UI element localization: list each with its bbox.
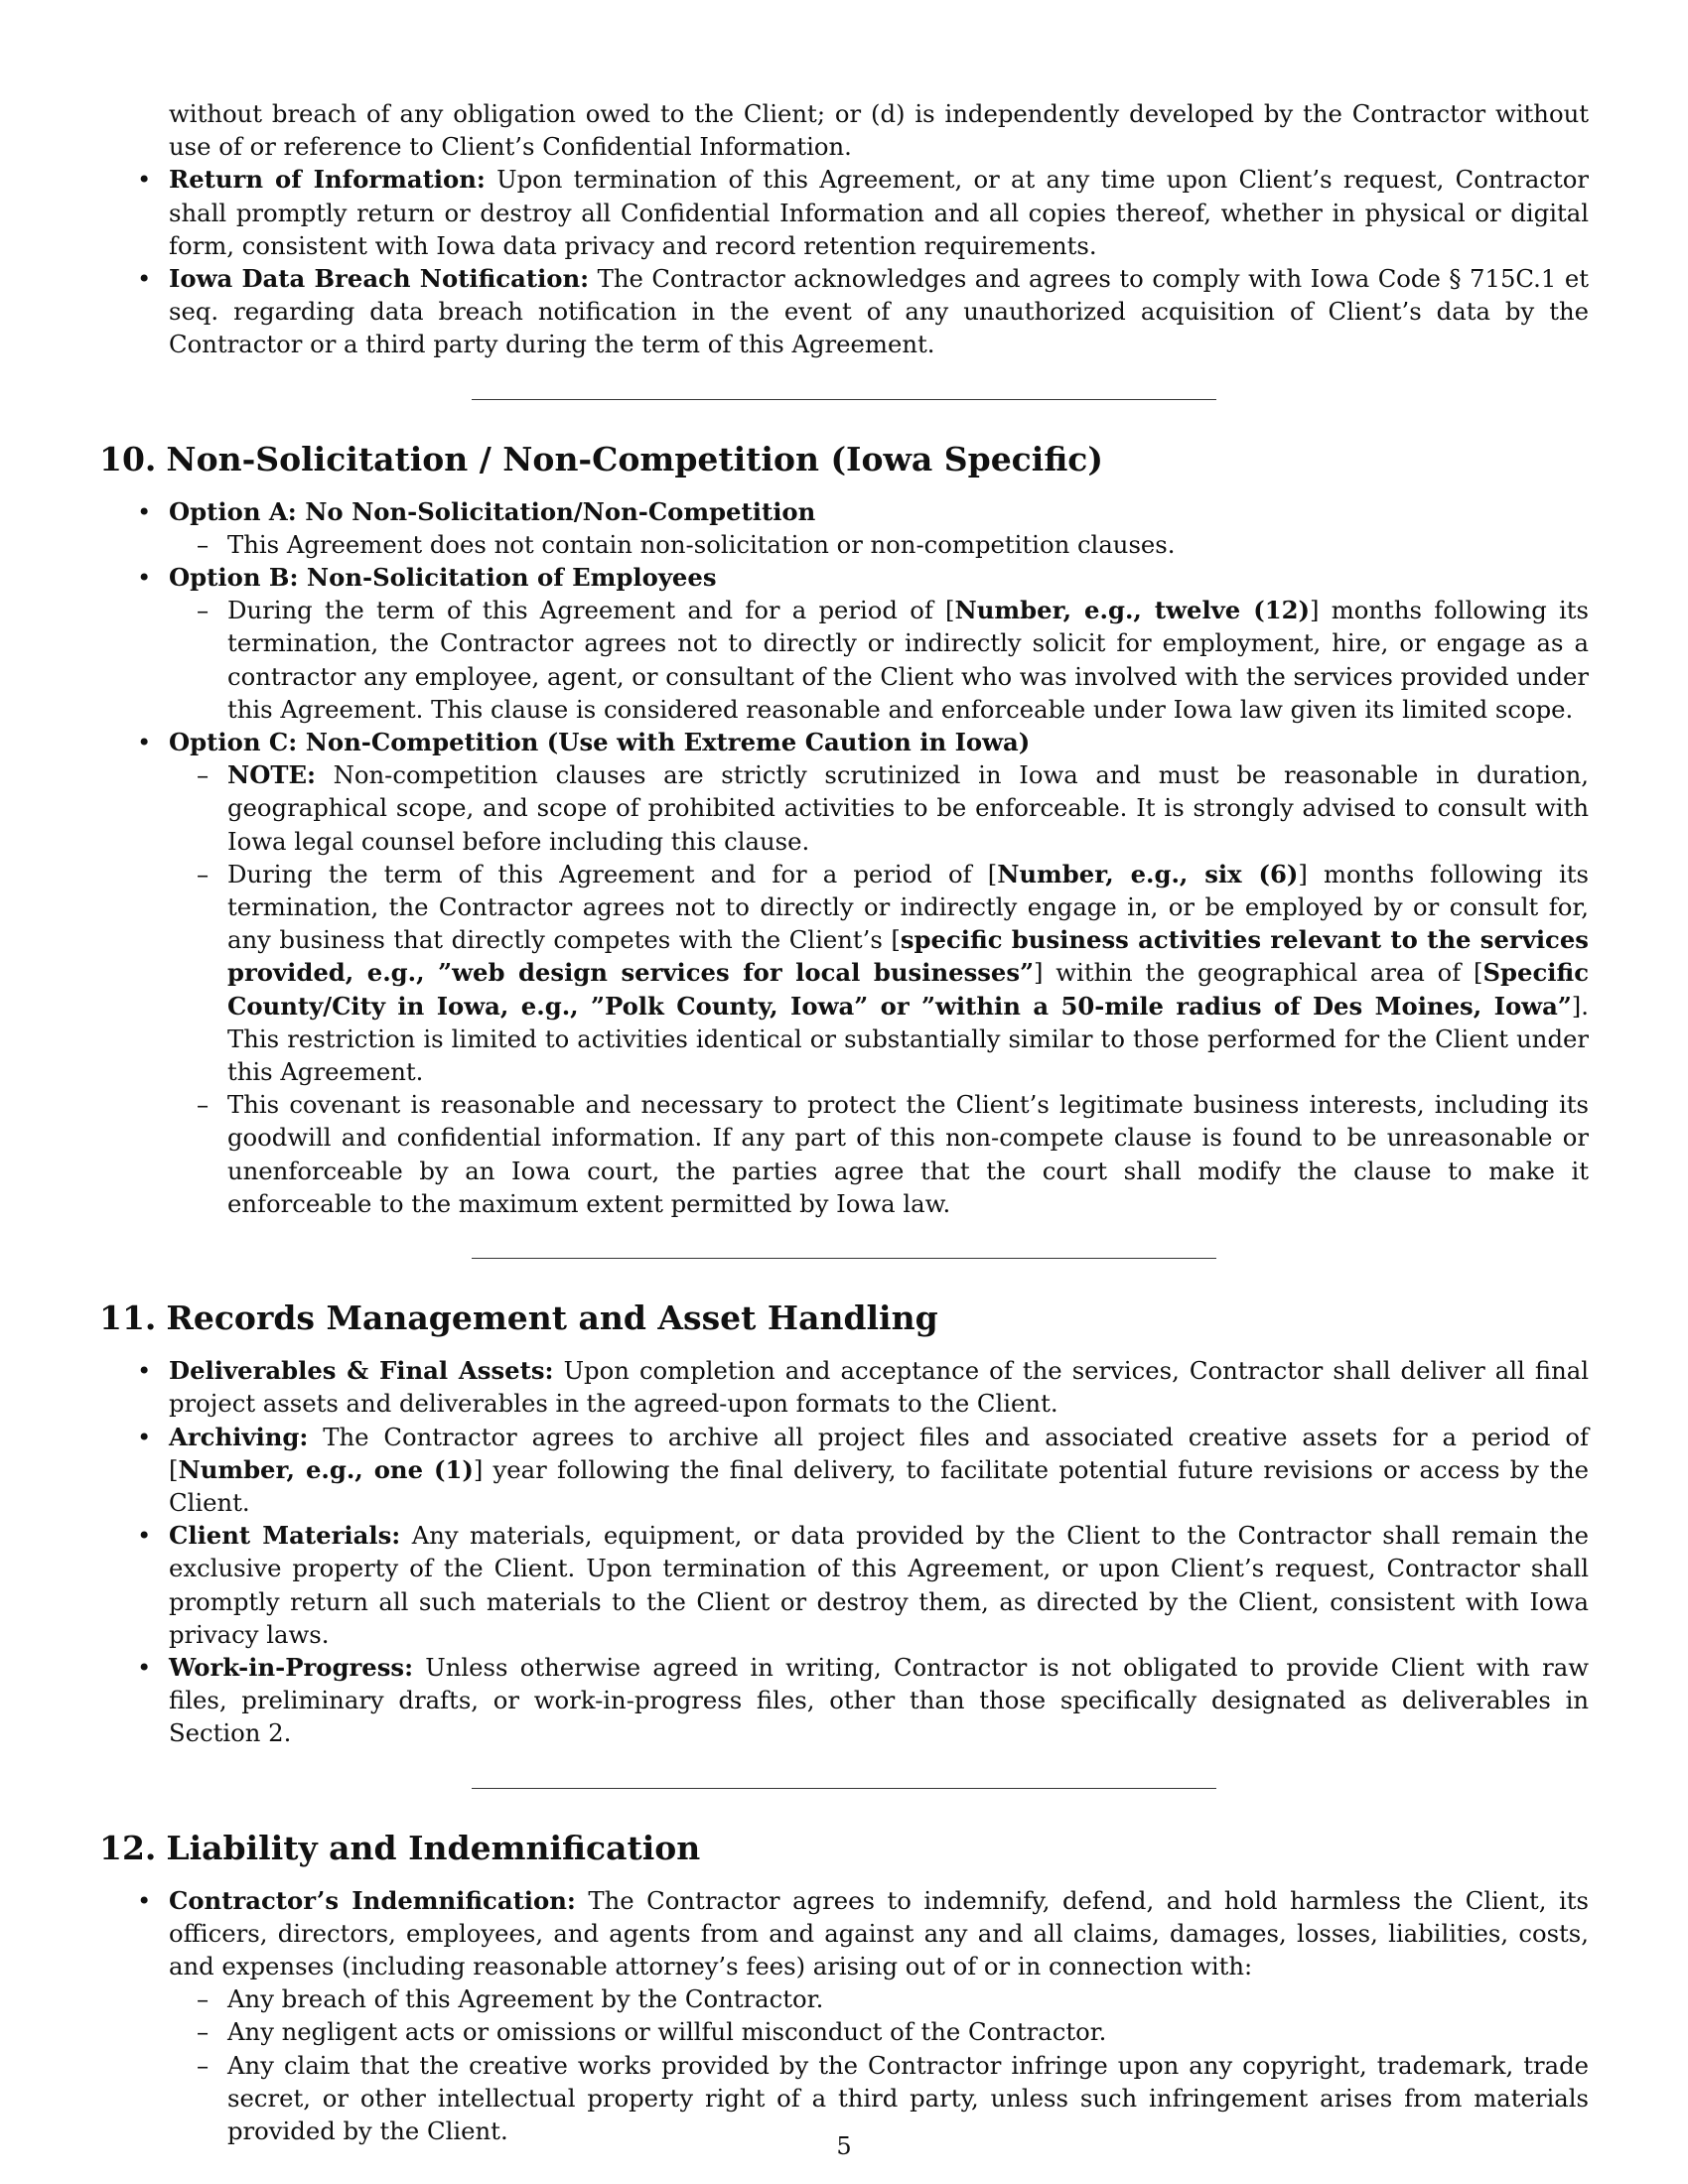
section-divider <box>472 399 1216 400</box>
option-c-covenant: – This covenant is reasonable and necessary to protect the Client’s legitimate business interests, including its goodwill and confidential information. If any part of this non-compete clause is found to be unreasonable or unenforceable by an Iowa court, the parties agree that the court shall modify the clause to make it enforceable to the maximum extent permitted by Iowa law. <box>169 1088 1589 1220</box>
section-heading-12: 12. Liability and Indemnification <box>99 1828 701 1867</box>
section-divider <box>472 1258 1216 1259</box>
section-heading-11: 11. Records Management and Asset Handling <box>99 1298 938 1338</box>
list-item: • Deliverables & Final Assets: Upon completion and acceptance of the services, Contractor shall deliver all final project assets and deliverables in the agreed-upon formats to the Client. <box>99 1354 1589 1420</box>
option-c-terms: – During the term of this Agreement and for a period of [Number, e.g., six (6)] months following its termination, the Contractor agrees not to directly or indirectly engage in, or be employed by or consult for, any business that directly competes with the Client’s [specific business activities relevant to the services provided, e.g., ”web design services for local businesses”] within the geographical area of [Specific County/City in Iowa, e.g., ”Polk County, Iowa” or ”within a 50-mile radius of Des Moines, Iowa”]. This restriction is limited to activities identical or substantially similar to those performed for the Client under this Agreement. <box>169 858 1589 1088</box>
item-text: Upon termination of this Agreement, or at any time upon Client’s request, Contractor shall promptly return or destroy all Confidential Information and all copies thereof, whether in physical or digital form, consistent with Iowa data privacy and record retention requirements. <box>169 165 1589 260</box>
confidentiality-list <box>99 163 1589 360</box>
list-item: • Archiving: The Contractor agrees to archive all project files and associated creative assets for a period of [Number, e.g., one (1)] year following the final delivery, to facilitate potential future revisions or access by the Client. <box>99 1421 1589 1520</box>
option-a-text: – This Agreement does not contain non-solicitation or non-competition clauses. <box>169 528 1589 561</box>
section-11-list <box>99 1354 1589 1749</box>
list-item: • Client Materials: Any materials, equipment, or data provided by the Client to the Contractor shall remain the exclusive property of the Client. Upon termination of this Agreement, or upon Client’s request, Contractor shall promptly return all such materials to the Client or destroy them, as directed by the Client, consistent with Iowa privacy laws. <box>99 1519 1589 1651</box>
option-c: • Option C: Non-Competition (Use with Extreme Caution in Iowa) – NOTE: Non-competition clauses are strictly scrutinized in Iowa and must be reasonable in duration, geographical scope, and scope of prohibited activities to be enforceable. It is strongly advised to consult with Iowa legal counsel before including this clause. – During the term of this Agreement and for a period of [Number, e.g., six (6)] months following its termination, the Contractor agrees not to directly or indirectly engage in, or be employed by or consult for, any business that directly competes with the Client’s [specific business activities relevant to the services provided, e.g., ”web design services for local businesses”] within the geographical area of [Specific County/City in Iowa, e.g., ”Polk County, Iowa” or ”within a 50-mile radius of Des Moines, Iowa”]. This restriction is limited to activities identical or substantially similar to those performed for the Client under this Agreement. – This covenant is reasonable and necessary to protect the Client’s legitimate business interests, including its goodwill and confidential information. If any part of this non-compete clause is found to be unreasonable or unenforceable by an Iowa court, the parties agree that the court shall modify the clause to make it enforceable to the maximum extent permitted by Iowa law. <box>99 726 1589 1220</box>
list-item <box>99 163 1589 262</box>
option-b-text: – During the term of this Agreement and for a period of [Number, e.g., twelve (12)] months following its termination, the Contractor agrees not to directly or indirectly solicit for employment, hire, or engage as a contractor any employee, agent, or consultant of the Client who was involved with the services provided under this Agreement. This clause is considered reasonable and enforceable under Iowa law given its limited scope. <box>169 594 1589 726</box>
sub-item: – Any negligent acts or omissions or willful misconduct of the Contractor. <box>169 2015 1589 2048</box>
section-12-list <box>99 1884 1589 2148</box>
item-label: Iowa Data Breach Notification: <box>169 264 590 294</box>
item-text: The Contractor acknowledges and agrees to comply with Iowa Code § 715C.1 et seq. regarding data breach notification in the event of any unauthorized acquisition of Client’s data by the Contractor or a third party during the term of this Agreement. <box>169 264 1589 359</box>
option-c-note: – NOTE: Non-competition clauses are strictly scrutinized in Iowa and must be reasonable in duration, geographical scope, and scope of prohibited activities to be enforceable. It is strongly advised to consult with Iowa legal counsel before including this clause. <box>169 758 1589 858</box>
page-number: 5 <box>836 2132 852 2160</box>
list-item: • Contractor’s Indemnification: The Contractor agrees to indemnify, defend, and hold harmless the Client, its officers, directors, employees, and agents from and against any and all claims, damages, losses, liabilities, costs, and expenses (including reasonable attorney’s fees) arising out of or in connection with: – Any breach of this Agreement by the Contractor. – Any negligent acts or omissions or willful misconduct of the Contractor. – Any claim that the creative works provided by the Contractor infringe upon any copyright, trademark, trade secret, or other intellectual property right of a third party, unless such infringement arises from materials provided by the Client. <box>99 1884 1589 2148</box>
sub-item: – Any claim that the creative works provided by the Contractor infringe upon any copyright, trademark, trade secret, or other intellectual property right of a third party, unless such infringement arises from materials provided by the Client. <box>169 2049 1589 2148</box>
page-content <box>99 97 1589 2147</box>
list-item: • Work-in-Progress: Unless otherwise agreed in writing, Contractor is not obligated to provide Client with raw files, preliminary drafts, or work-in-progress files, other than those specifically designated as deliverables in Section 2. <box>99 1651 1589 1750</box>
item-label: Return of Information: <box>169 165 486 195</box>
sub-item: – Any breach of this Agreement by the Contractor. <box>169 1982 1589 2015</box>
option-b: • Option B: Non-Solicitation of Employees – During the term of this Agreement and for a period of [Number, e.g., twelve (12)] months following its termination, the Contractor agrees not to directly or indirectly solicit for employment, hire, or engage as a contractor any employee, agent, or consultant of the Client who was involved with the services provided under this Agreement. This clause is considered reasonable and enforceable under Iowa law given its limited scope. <box>99 561 1589 726</box>
continuation-text: without breach of any obligation owed to the Client; or (d) is independently developed by the Contractor without use of or reference to Client’s Confidential Information. <box>169 99 1589 162</box>
section-10-list <box>99 495 1589 1220</box>
option-a: • Option A: No Non-Solicitation/Non-Competition – This Agreement does not contain non-solicitation or non-competition clauses. <box>99 495 1589 561</box>
section-divider <box>472 1788 1216 1789</box>
list-item <box>99 262 1589 361</box>
section-heading-10: 10. Non-Solicitation / Non-Competition (Iowa Specific) <box>99 439 1104 478</box>
